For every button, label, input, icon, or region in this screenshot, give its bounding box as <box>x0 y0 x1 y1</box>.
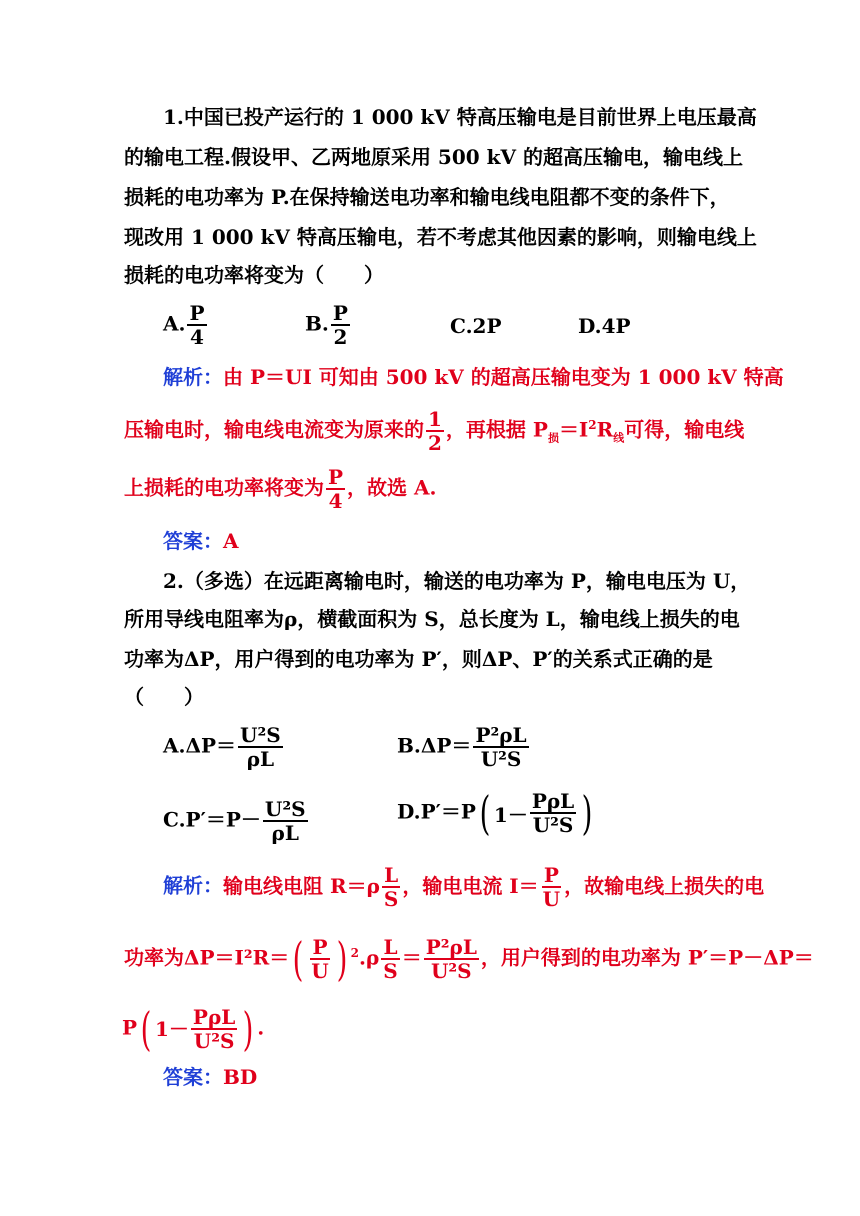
q2-option-c: C.P′＝P－ $\frac{\text{U²S}}{\rho L}$ <box>163 797 306 845</box>
q1-analysis-line-3: 上损耗的电功率将变为 $\frac{P}{4}$ ，故选 A. <box>124 465 437 513</box>
q1-option-b: B. $\frac{P}{2}$ <box>305 301 348 349</box>
q1-answer: 答案：A <box>163 529 239 553</box>
q2-analysis-line-1: 解析：输电线电阻 R＝ρ $\frac{L}{S}$ ，输电电流 I＝ $\frac{P}{U}$ ，故输电线上损失的电 <box>163 863 765 911</box>
q2-answer: 答案：BD <box>163 1065 258 1089</box>
q2-analysis-line-3: P ( 1－ $\frac{\text{PρL}}{\text{U²S}}$ ) . <box>122 1002 265 1056</box>
analysis-label-2: 解析： <box>163 873 223 898</box>
q2-option-b: B.ΔP＝ $\frac{\text{P²ρL}}{\text{U²S}}$ <box>397 723 527 771</box>
q1-option-a: A. $\frac{P}{4}$ <box>163 301 205 349</box>
q1-analysis-line-1: 解析：由 P＝UI 可知由 500 kV 的超高压输电变为 1 000 kV 特高 <box>163 365 784 389</box>
q1-line-2: 的输电工程.假设甲、乙两地原采用 500 kV 的超高压输电，输电线上 <box>124 145 743 169</box>
q2-line-1: 2.（多选）在远距离输电时，输送的电功率为 P，输电电压为 U， <box>163 569 751 593</box>
q1-line-3: 损耗的电功率为 P.在保持输送电功率和输电线电阻都不变的条件下， <box>124 185 730 209</box>
q2-option-a: A.ΔP＝ $\frac{\text{U²S}}{\rho L}$ <box>163 723 281 771</box>
q1-line-4: 现改用 1 000 kV 特高压输电，若不考虑其他因素的影响，则输电线上 <box>124 225 757 249</box>
analysis-label: 解析： <box>163 365 223 389</box>
q1-line-5: 损耗的电功率将变为（ ） <box>124 263 384 287</box>
q1-option-c: C.2P <box>450 314 502 338</box>
q2-analysis-line-2: 功率为ΔP＝I²R＝ ( $\frac{P}{U}$ ) $^2$.ρ $\frac{L}{S}$ ＝ $\frac{\text{P²ρL}}{\text{U²S}}$ ，用户得到的电功率为 P′＝P－ΔP＝ <box>124 932 814 986</box>
q2-line-4: （ ） <box>124 685 204 709</box>
q2-line-3: 功率为ΔP，用户得到的电功率为 P′，则ΔP、P′的关系式正确的是 <box>124 647 713 671</box>
q1-line-1: 1.中国已投产运行的 1 000 kV 特高压输电是目前世界上电压最高 <box>163 105 757 129</box>
q1-analysis-line-2: 压输电时，输电线电流变为原来的 $\frac{1}{2}$ ，再根据 $P_损=I^2R_线$可得，输电线 <box>124 407 745 455</box>
q2-line-2: 所用导线电阻率为ρ，横截面积为 S，总长度为 L，输电线上损失的电 <box>124 607 740 631</box>
q2-option-d: D.P′＝P ( 1－ $\frac{\text{PρL}}{\text{U²S}}$ ) <box>397 786 593 840</box>
q1-option-d: D.4P <box>578 314 631 338</box>
